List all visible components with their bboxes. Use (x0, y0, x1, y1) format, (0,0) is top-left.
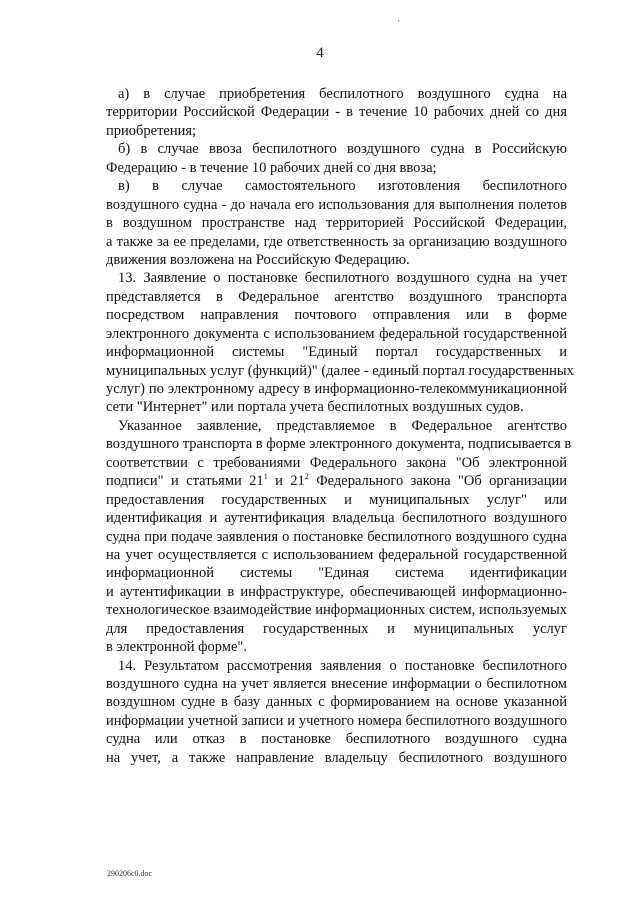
text-line: соответствии с требованиями Федерального закона "Об электронной (106, 454, 567, 471)
footer-filename: 290206c0.doc (107, 869, 153, 878)
scan-dot-mark: · (397, 16, 400, 26)
page-number: 4 (316, 45, 324, 61)
text-line: Федерацию - в течение 10 рабочих дней со дня ввоза; (106, 159, 437, 176)
text-line: информационной системы "Единая система идентификации (106, 565, 567, 582)
text-line: б) в случае ввоза беспилотного воздушного судна в Российскую (118, 141, 567, 158)
text-line: сети "Интернет" или портала учета беспилотных воздушных судов. (106, 399, 524, 416)
text-line-with-superscripts (106, 472, 567, 490)
text-line: предоставления государственных и муниципальных услуг" или (106, 491, 567, 508)
text-line: представляется в Федеральное агентство воздушного транспорта (106, 288, 567, 305)
text-line: в) в случае самостоятельного изготовления беспилотного (118, 178, 567, 195)
text-fragment: Федерального закона "Об организации (308, 473, 567, 490)
document-body (106, 85, 574, 767)
text-line: на учет, а также направление владельцу беспилотного воздушного (106, 749, 567, 766)
text-line: услуг) по электронному адресу в информационно-телекоммуникационной (106, 381, 567, 397)
text-line: идентификация и аутентификация владельца беспилотного воздушного (106, 510, 567, 527)
text-line: муниципальных услуг (функций)" (далее - единый портал государственных (106, 362, 574, 379)
text-line: посредством направления почтового отправления или в форме (106, 307, 567, 324)
text-line: технологическое взаимодействие информационных систем, используемых (106, 602, 567, 619)
text-line: воздушного транспорта в форме электронного документа, подписывается в (106, 436, 572, 453)
text-line: электронного документа с использованием федеральной государственной (106, 325, 567, 342)
text-line: Указанное заявление, представляемое в Федеральное агентство (118, 417, 567, 434)
text-line: территории Российской Федерации - в течение 10 рабочих дней со дня (106, 104, 567, 121)
text-line: воздушного судна - до начала его использования для выполнения полетов (106, 196, 567, 213)
text-line: воздушного судна на учет является внесение информации о беспилотном (106, 676, 567, 692)
superscript: 2 (304, 472, 309, 482)
text-line: судна при подаче заявления о постановке беспилотного воздушного судна (106, 528, 567, 545)
superscript: 1 (263, 472, 268, 482)
text-line: в воздушном пространстве над территорией Российской Федерации, (106, 215, 567, 232)
text-fragment: и 21 (267, 473, 305, 490)
text-line: информационной системы "Единый портал государственных и (106, 344, 567, 361)
text-line: воздушном судне в базу данных с формированием на основе указанной (106, 694, 567, 711)
text-line: приобретения; (106, 122, 197, 139)
text-line: 13. Заявление о постановке беспилотного воздушного судна на учет (118, 270, 567, 287)
text-line: на учет осуществляется с использованием федеральной государственной (106, 546, 567, 563)
text-line: информации учетной записи и учетного номера беспилотного воздушного (106, 712, 567, 729)
text-line: судна или отказ в постановке беспилотного воздушного судна (106, 731, 567, 748)
text-line: для предоставления государственных и муниципальных услуг (106, 620, 567, 637)
text-line: и аутентификации в инфраструктуре, обеспечивающей информационно- (106, 583, 567, 600)
text-line: в электронной форме". (106, 639, 247, 656)
text-line: движения возложена на Российскую Федерацию. (106, 251, 410, 268)
text-fragment: подписи" и статьями 21 (106, 473, 264, 490)
text-line: 14. Результатом рассмотрения заявления о постановке беспилотного (118, 657, 567, 674)
text-line: а также за ее пределами, где ответственность за организацию воздушного (106, 233, 567, 250)
text-line: а) в случае приобретения беспилотного воздушного судна на (118, 86, 567, 102)
